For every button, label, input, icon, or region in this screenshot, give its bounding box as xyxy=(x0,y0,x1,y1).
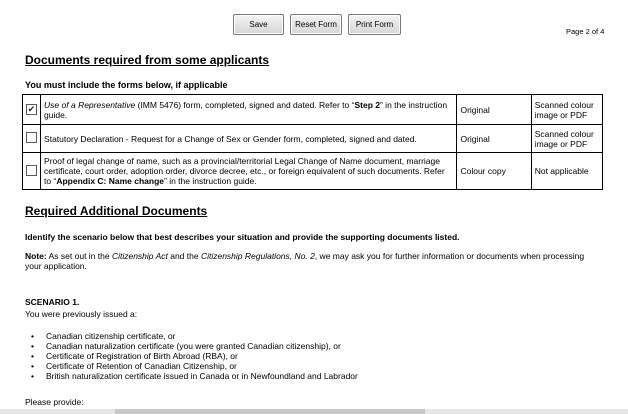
list-item-text: British naturalization certificate issued in Canada or in Newfoundland and Labrador xyxy=(46,371,358,381)
form-toolbar xyxy=(233,14,401,35)
section-intro: You must include the forms below, if applicable xyxy=(25,80,228,90)
please-provide-label: Please provide: xyxy=(25,397,84,407)
page-number: Page 2 of 4 xyxy=(566,27,605,36)
note-text: and the xyxy=(167,251,201,261)
checkbox-cell xyxy=(23,95,41,125)
list-item-text: Canadian naturalization certificate (you were granted Canadian citizenship), or xyxy=(46,341,341,351)
bullet-icon: • xyxy=(31,331,34,341)
description-text: Proof of legal change of name, such as a provincial/territorial Legal Change of Name document, marriage certificate, court order, adoption order, divorce decree, etc., or foreign equivalent of such documents. Refer to “ xyxy=(44,156,445,186)
checkbox-cell xyxy=(23,153,41,190)
document-format: Scanned colour image or PDF xyxy=(531,125,602,153)
document-description xyxy=(41,153,457,190)
print-form-button[interactable]: Print Form xyxy=(348,14,401,35)
checkmark-icon: ✔ xyxy=(27,104,36,114)
scenario-title: SCENARIO 1. xyxy=(25,297,80,307)
list-item xyxy=(25,341,358,351)
list-item xyxy=(25,361,358,371)
document-description: Statutory Declaration - Request for a Change of Sex or Gender form, completed, signed and dated. xyxy=(41,125,457,153)
bullet-icon: • xyxy=(31,371,34,381)
act-name: Citizenship Act xyxy=(111,251,168,261)
reset-form-button[interactable]: Reset Form xyxy=(290,14,342,35)
document-form: Colour copy xyxy=(457,153,531,190)
bullet-icon: • xyxy=(31,361,34,371)
description-text: (IMM 5476) form, completed, signed and dated. Refer to “ xyxy=(135,99,355,110)
note-label: Note: xyxy=(25,251,47,261)
list-item-text: Certificate of Retention of Canadian Citizenship, or xyxy=(46,361,237,371)
form-name-italic: Use of a Representative xyxy=(44,99,136,110)
regulations-name: Citizenship Regulations, No. 2 xyxy=(200,251,315,261)
document-form: Original xyxy=(457,95,531,125)
document-form: Original xyxy=(457,125,531,153)
bullet-icon: • xyxy=(31,341,34,351)
bullet-icon: • xyxy=(31,351,34,361)
description-text-end: ” in the instruction guide. xyxy=(44,99,448,120)
save-button[interactable]: Save xyxy=(233,14,284,35)
representative-checkbox[interactable] xyxy=(26,104,37,115)
statutory-declaration-checkbox[interactable] xyxy=(26,132,37,143)
list-item-text: Certificate of Registration of Birth Abroad (RBA), or xyxy=(46,351,238,361)
list-item xyxy=(25,351,358,361)
table-row xyxy=(23,125,603,153)
table-row xyxy=(23,153,603,190)
note-paragraph xyxy=(25,251,600,271)
section-heading-documents-required: Documents required from some applicants xyxy=(25,53,270,67)
list-item xyxy=(25,331,358,341)
list-item-text: Canadian citizenship certificate, or xyxy=(46,331,176,341)
document-description xyxy=(41,95,457,125)
appendix-reference: Appendix C: Name change xyxy=(56,176,165,186)
document-format: Scanned colour image or PDF xyxy=(531,95,602,125)
table-row xyxy=(23,95,603,125)
certificate-list xyxy=(25,331,358,381)
note-text: , we may ask you for further information or documents when processing your application. xyxy=(25,251,585,271)
scenario-subtitle: You were previously issued a: xyxy=(25,309,138,319)
scrollbar-thumb[interactable] xyxy=(115,409,425,414)
list-item xyxy=(25,371,358,381)
step-reference: Step 2 xyxy=(354,99,380,110)
identify-instruction: Identify the scenario below that best describes your situation and provide the supporting documents listed. xyxy=(25,232,460,242)
documents-table xyxy=(22,94,603,190)
document-format: Not applicable xyxy=(531,153,602,190)
note-text: As set out in the xyxy=(46,251,112,261)
description-text-end: ” in the instruction guide. xyxy=(164,176,257,186)
checkbox-cell xyxy=(23,125,41,153)
section-heading-additional-documents: Required Additional Documents xyxy=(25,204,208,218)
name-change-checkbox[interactable] xyxy=(26,165,37,176)
